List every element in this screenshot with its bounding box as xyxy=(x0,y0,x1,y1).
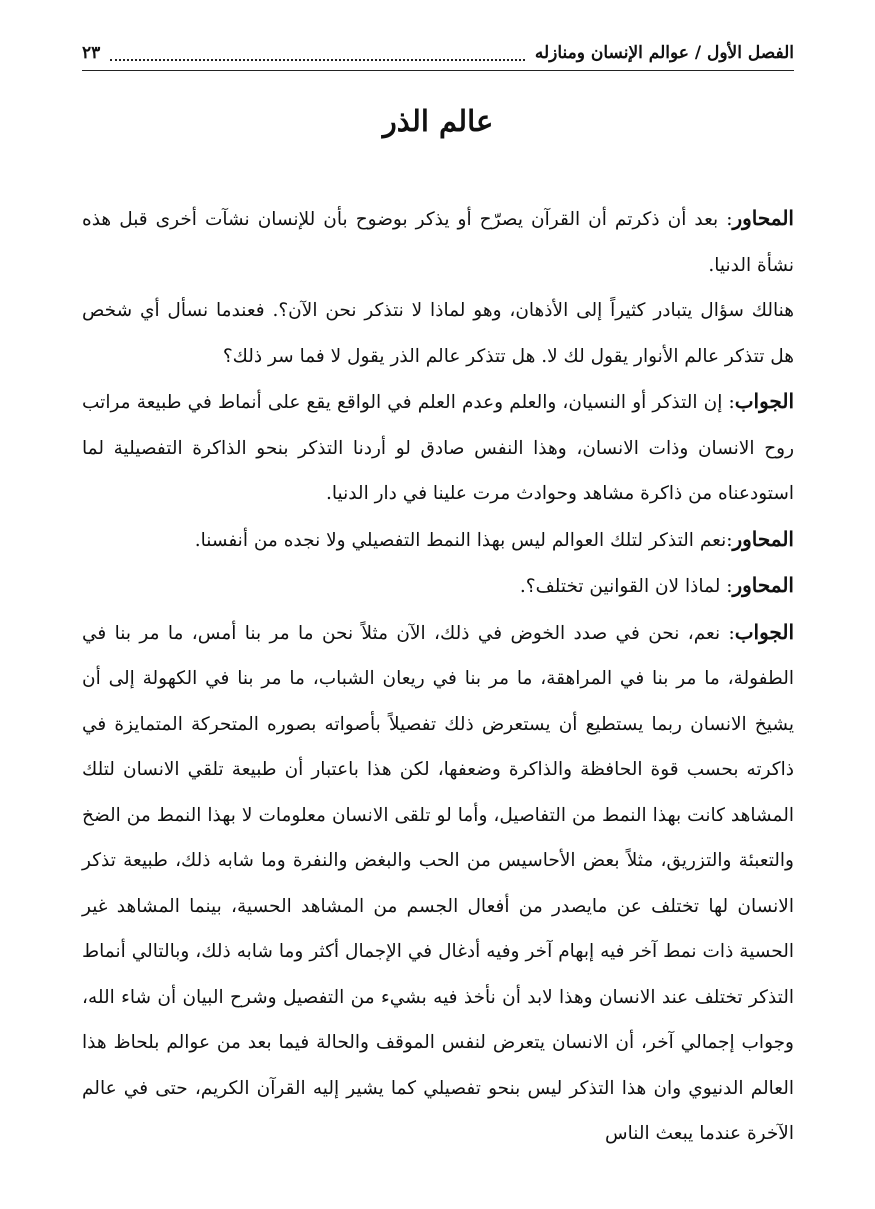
paragraph-text: : إن التذكر أو النسيان، والعلم وعدم العلم في الواقع يقع على أنماط في طبيعة مراتب روح الانسان وذات الانسان، وهذا النفس صادق لو أردنا التذكر بنحو الذاكرة التفصيلية لما استودعناه من ذاكرة مشاهد وحوادث مرت علينا في دار الدنيا. xyxy=(82,392,794,504)
header-rule xyxy=(82,70,794,71)
speaker-label: المحاور xyxy=(732,206,794,230)
paragraph-text: : نعم، نحن في صدد الخوض في ذلك، الآن مثلاً نحن ما مر بنا أمس، ما مر بنا في الطفولة، ما مر بنا في المراهقة، ما مر بنا في ريعان الشباب، ما مر بنا في الكهولة إلى أن يشيخ الانسان ربما يستطيع أن يستعرض ذلك تفصيلاً بأصواته بصوره المتحركة المتمايزة في ذاكرته بحسب قوة الحافظة والذاكرة وضعفها، لكن هذا باعتبار أن طبيعة تلقي الانسان لتلك المشاهد كانت بهذا النمط من التفاصيل، وأما لو تلقى الانسان معلومات لا بهذا النمط من الضخ والتعبئة والتزريق، مثلاً بعض الأحاسيس من الحب والبغض والنفرة وما شابه ذلك، طبيعة تذكر الانسان لها تختلف عن مايصدر من أفعال الجسم من المشاهد الحسية، بينما المشاهد غير الحسية ذات نمط آخر فيه إبهام آخر وفيه أدغال في الإجمال أكثر وما شابه ذلك، وبالتالي أنماط التذكر تختلف عند الانسان وهذا لابد أن نأخذ فيه بشيء من التفصيل وشرح البيان أن شاء الله، وجواب إجمالي آخر، أن الانسان يتعرض لنفس الموقف والحالة فيما بعد من عوالم بلحاظ هذا العالم الدنيوي وان هذا التذكر ليس بنحو تفصيلي كما يشير إليه القرآن الكريم، حتى في عالم الآخرة عندما يبعث الناس xyxy=(82,622,794,1144)
speaker-label: المحاور xyxy=(732,573,794,597)
paragraph-text: هنالك سؤال يتبادر كثيراً إلى الأذهان، وهو لماذا لا نتذكر نحن الآن؟. فعندما نسأل أي شخص هل تتذكر عالم الأنوار يقول لك لا. هل تتذكر عالم الذر يقول لا فما سر ذلك؟ xyxy=(82,300,794,367)
body-text xyxy=(82,196,794,1157)
leader-dots xyxy=(110,49,525,61)
chapter-running-title: الفصل الأول / عوالم الإنسان ومنازله xyxy=(534,43,794,63)
paragraph-text: :نعم التذكر لتلك العوالم ليس بهذا النمط التفصيلي ولا نجده من أنفسنا. xyxy=(194,529,733,551)
paragraph xyxy=(82,610,794,1157)
speaker-label: الجواب xyxy=(734,619,794,644)
speaker-label: المحاور xyxy=(732,526,794,551)
paragraph xyxy=(82,196,794,288)
speaker-label: الجواب xyxy=(734,389,794,413)
paragraph-text: : بعد أن ذكرتم أن القرآن يصرّح أو يذكر بوضوح بأن للإنسان نشآت أخرى قبل هذه نشأة الدنيا. xyxy=(82,209,794,276)
running-header xyxy=(82,38,794,68)
page-number: ٢٣ xyxy=(82,43,101,63)
section-title: عالم الذر xyxy=(382,104,494,138)
paragraph xyxy=(82,379,794,517)
paragraph xyxy=(82,563,794,610)
paragraph xyxy=(82,288,794,379)
paragraph xyxy=(82,517,794,564)
paragraph-text: : لماذا لان القوانين تختلف؟. xyxy=(519,576,733,597)
